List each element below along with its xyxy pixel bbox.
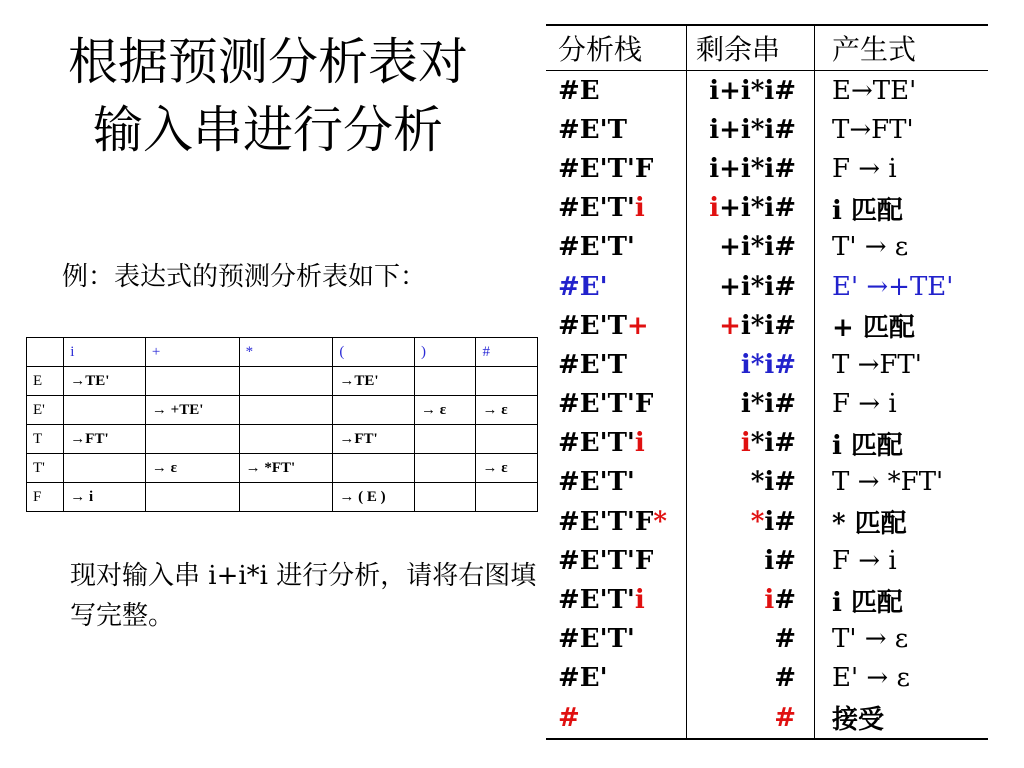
production-cell	[64, 454, 146, 483]
input-cell	[686, 115, 814, 145]
production-cell	[476, 367, 538, 396]
analysis-row	[546, 149, 988, 188]
production-cell	[814, 154, 988, 184]
stack-cell	[546, 193, 686, 223]
production-cell	[814, 699, 988, 736]
production-cell	[814, 503, 988, 540]
production-cell	[414, 483, 475, 512]
analysis-row	[546, 659, 988, 698]
text-segment: *	[750, 506, 765, 537]
production-cell: → ε	[145, 454, 239, 483]
input-cell	[686, 350, 814, 380]
production-cell	[414, 367, 475, 396]
text-segment: i 匹配	[832, 430, 903, 461]
text-segment: T' → ε	[832, 624, 909, 655]
text-segment: i*i#	[740, 389, 796, 420]
text-segment: #E'T'	[558, 585, 635, 616]
production-cell: →TE'	[333, 367, 415, 396]
header-stack: 分析栈	[558, 33, 643, 66]
header-input: 剩余串	[696, 33, 781, 66]
text-segment: i	[634, 428, 645, 459]
prediction-header-cell: *	[239, 338, 333, 367]
text-segment: T →FT'	[832, 349, 922, 380]
production-cell	[814, 190, 988, 227]
prediction-table-header	[27, 338, 538, 367]
text-segment: #E'T	[558, 114, 627, 145]
analysis-row	[546, 189, 988, 228]
text-segment: i 匹配	[832, 587, 903, 618]
slide-title	[8, 28, 528, 164]
input-cell	[686, 154, 814, 184]
text-segment: i	[764, 585, 775, 616]
text-segment: +i*i#	[719, 193, 796, 224]
stack-cell	[546, 703, 686, 733]
analysis-row	[546, 385, 988, 424]
production-cell	[239, 483, 333, 512]
text-segment: F → i	[832, 545, 897, 576]
analysis-row	[546, 620, 988, 659]
text-segment: i	[740, 428, 751, 459]
production-cell: →TE'	[64, 367, 146, 396]
input-cell	[686, 703, 814, 733]
production-cell	[814, 115, 988, 145]
text-segment: E' → ε	[832, 663, 910, 694]
input-cell	[686, 624, 814, 654]
production-cell: → ε	[476, 396, 538, 425]
production-cell	[333, 454, 415, 483]
production-cell: →FT'	[64, 425, 146, 454]
prediction-table-row	[27, 367, 538, 396]
stack-cell	[546, 624, 686, 654]
production-cell	[814, 582, 988, 619]
text-segment: i 匹配	[832, 195, 903, 226]
stack-cell	[546, 76, 686, 106]
stack-cell	[546, 232, 686, 262]
analysis-row	[546, 580, 988, 619]
prediction-table-row	[27, 425, 538, 454]
text-segment: #E'T	[558, 310, 627, 341]
production-cell: → +TE'	[145, 396, 239, 425]
text-segment: i*i#	[740, 310, 796, 341]
text-segment: E→TE'	[832, 75, 917, 106]
analysis-row	[546, 502, 988, 541]
stack-cell	[546, 546, 686, 576]
column-divider	[814, 26, 815, 738]
production-cell	[414, 425, 475, 454]
analysis-row	[546, 228, 988, 267]
text-segment: #E'	[558, 271, 608, 302]
text-segment: +	[719, 310, 741, 341]
text-segment: #E'T'	[558, 193, 635, 224]
text-segment: #E'T'	[558, 232, 635, 263]
production-cell	[239, 396, 333, 425]
analysis-row	[546, 71, 988, 110]
prediction-header-cell	[27, 338, 64, 367]
production-cell	[814, 425, 988, 462]
analysis-table	[546, 24, 988, 740]
text-segment: E' →+TE'	[832, 271, 954, 302]
text-segment: * 匹配	[832, 509, 907, 540]
analysis-header	[546, 26, 988, 71]
text-segment: #E'T'F	[558, 506, 654, 537]
input-cell	[686, 428, 814, 458]
text-segment: +i*i#	[719, 232, 796, 263]
prediction-header-cell: i	[64, 338, 146, 367]
text-segment: i	[634, 585, 645, 616]
production-cell: → *FT'	[239, 454, 333, 483]
prediction-table-row	[27, 396, 538, 425]
prediction-header-cell: (	[333, 338, 415, 367]
production-cell	[814, 272, 988, 302]
stack-cell	[546, 389, 686, 419]
text-segment: #E'T'F	[558, 389, 654, 420]
prediction-header-cell: +	[145, 338, 239, 367]
input-cell	[686, 467, 814, 497]
production-cell	[814, 76, 988, 106]
input-cell	[686, 546, 814, 576]
production-cell	[814, 546, 988, 576]
header-production: 产生式	[832, 33, 917, 66]
prediction-table	[26, 337, 538, 512]
stack-cell	[546, 467, 686, 497]
analysis-row	[546, 541, 988, 580]
production-cell: → i	[64, 483, 146, 512]
analysis-row	[546, 698, 988, 737]
text-segment: F → i	[832, 153, 897, 184]
text-segment: i+i*i#	[709, 153, 796, 184]
nonterminal-cell: F	[27, 483, 64, 512]
production-cell: → ε	[476, 454, 538, 483]
column-divider	[686, 26, 687, 738]
production-cell	[239, 367, 333, 396]
text-segment: i#	[764, 545, 796, 576]
production-cell	[814, 307, 988, 344]
text-segment: F → i	[832, 389, 897, 420]
stack-cell	[546, 272, 686, 302]
production-cell	[145, 367, 239, 396]
text-segment: #	[558, 702, 580, 733]
text-segment: i+i*i#	[709, 75, 796, 106]
text-segment: #E'T'F	[558, 153, 654, 184]
text-segment: #E'T'	[558, 428, 635, 459]
input-cell	[686, 272, 814, 302]
analysis-row	[546, 345, 988, 384]
production-cell	[476, 425, 538, 454]
text-segment: *	[653, 506, 667, 537]
nonterminal-cell: T	[27, 425, 64, 454]
input-cell	[686, 76, 814, 106]
input-cell	[686, 389, 814, 419]
stack-cell	[546, 154, 686, 184]
production-cell: → ( E )	[333, 483, 415, 512]
text-segment: *i#	[750, 467, 796, 498]
nonterminal-cell: E'	[27, 396, 64, 425]
production-cell	[814, 350, 988, 380]
analysis-row	[546, 306, 988, 345]
text-segment: i#	[764, 506, 796, 537]
stack-cell	[546, 115, 686, 145]
text-segment: #E'T'	[558, 467, 635, 498]
analysis-rows	[546, 71, 988, 737]
stack-cell	[546, 507, 686, 537]
text-segment: +i*i#	[719, 271, 796, 302]
text-segment: *i#	[750, 428, 796, 459]
analysis-row	[546, 463, 988, 502]
production-cell	[145, 425, 239, 454]
text-segment: #	[774, 663, 796, 694]
input-cell	[686, 232, 814, 262]
production-cell	[476, 483, 538, 512]
production-cell	[64, 396, 146, 425]
instruction-note: 现对输入串 i+i*i 进行分析，请将右图填写完整。	[70, 561, 537, 631]
prediction-table-row	[27, 483, 538, 512]
nonterminal-cell: T'	[27, 454, 64, 483]
analysis-row	[546, 267, 988, 306]
production-cell	[239, 425, 333, 454]
input-cell	[686, 311, 814, 341]
nonterminal-cell: E	[27, 367, 64, 396]
analysis-row	[546, 110, 988, 149]
title-line-2: 输入串进行分析	[93, 101, 443, 159]
stack-cell	[546, 311, 686, 341]
text-segment: +	[626, 310, 649, 341]
text-segment: #E'T'	[558, 624, 635, 655]
stack-cell	[546, 428, 686, 458]
text-segment: #E'T	[558, 349, 627, 380]
input-cell	[686, 663, 814, 693]
text-segment: i*i#	[740, 349, 796, 380]
text-segment: T→FT'	[832, 114, 914, 145]
input-cell	[686, 585, 814, 615]
input-cell	[686, 507, 814, 537]
text-segment: i+i*i#	[709, 114, 796, 145]
production-cell	[814, 389, 988, 419]
production-cell	[414, 454, 475, 483]
text-segment: 接受	[832, 705, 885, 736]
title-line-1: 根据预测分析表对	[68, 33, 468, 91]
production-cell: → ε	[414, 396, 475, 425]
prediction-table-row	[27, 454, 538, 483]
example-caption: 例：表达式的预测分析表如下：	[62, 262, 427, 292]
stack-cell	[546, 350, 686, 380]
text-segment: #E	[558, 75, 600, 106]
input-cell	[686, 193, 814, 223]
text-segment: #	[774, 585, 796, 616]
production-cell: →FT'	[333, 425, 415, 454]
stack-cell	[546, 585, 686, 615]
analysis-row	[546, 424, 988, 463]
text-segment: i	[634, 193, 645, 224]
production-cell	[333, 396, 415, 425]
production-cell	[814, 663, 988, 693]
production-cell	[814, 467, 988, 497]
text-segment: #E'	[558, 663, 608, 694]
text-segment: #	[774, 702, 796, 733]
production-cell	[145, 483, 239, 512]
text-segment: T' → ε	[832, 232, 909, 263]
text-segment: T → *FT'	[832, 467, 944, 498]
text-segment: i	[709, 193, 720, 224]
prediction-header-cell: #	[476, 338, 538, 367]
text-segment: + 匹配	[832, 313, 915, 344]
stack-cell	[546, 663, 686, 693]
text-segment: #	[774, 624, 796, 655]
production-cell	[814, 232, 988, 262]
production-cell	[814, 624, 988, 654]
prediction-header-cell: )	[414, 338, 475, 367]
text-segment: #E'T'F	[558, 545, 654, 576]
